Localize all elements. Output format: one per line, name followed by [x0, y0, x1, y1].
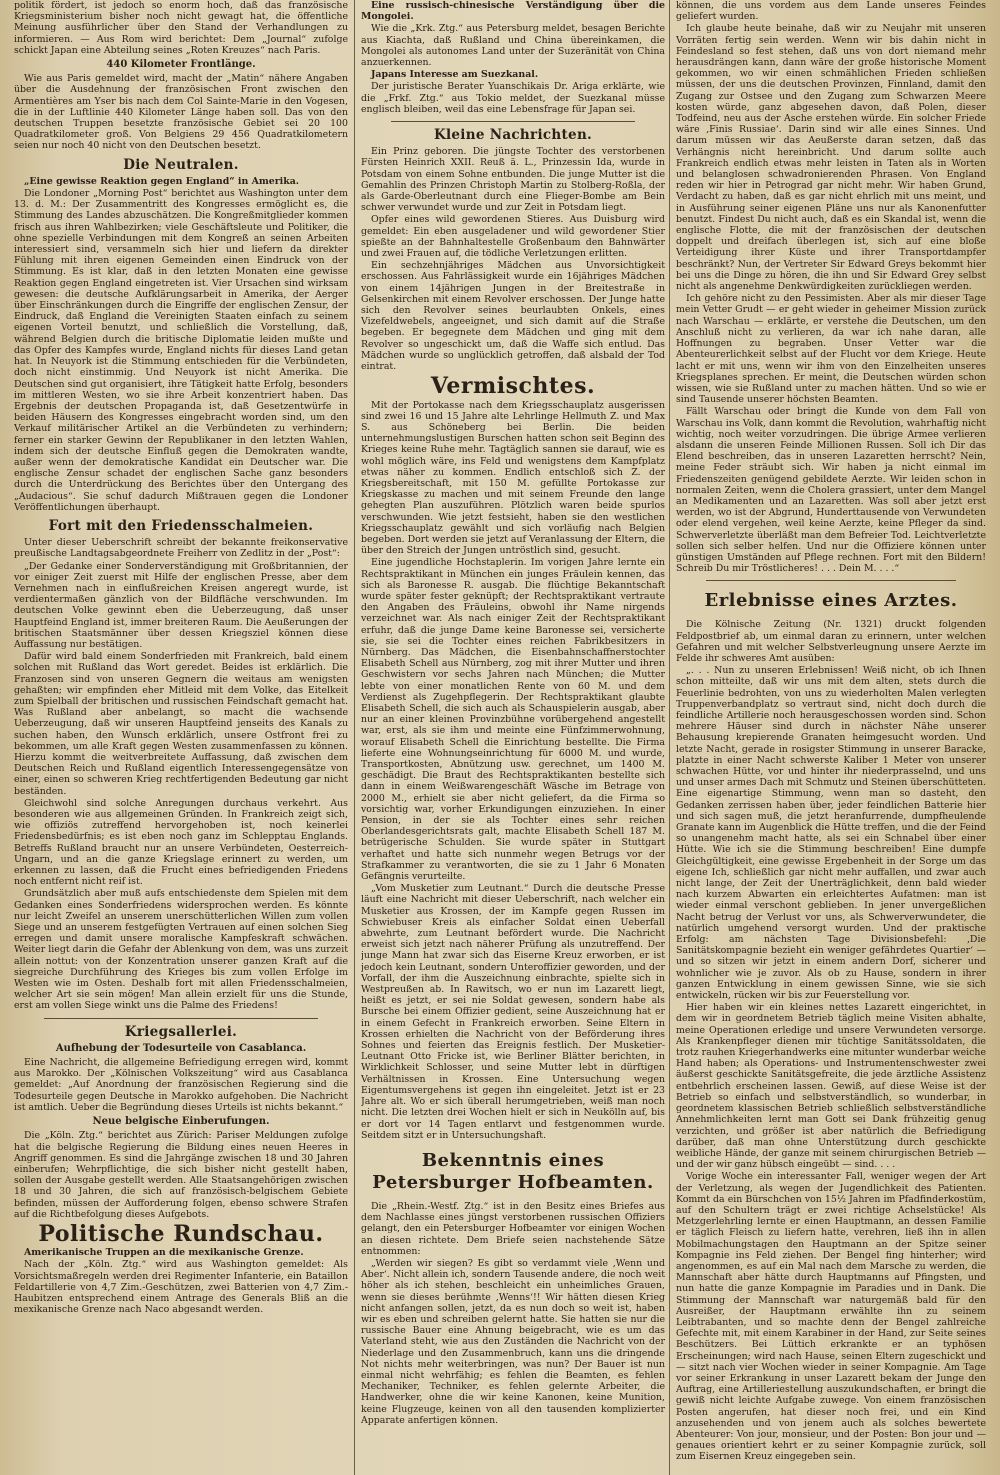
lead-amerikanische-truppen: Amerikanische Truppen an die mexikanische Grenze.	[24, 1247, 304, 1259]
column-rule-right	[669, 0, 670, 1475]
heading-die-neutralen: Die Neutralen.	[123, 156, 239, 173]
heading-kleine-nachrichten: Kleine Nachrichten.	[433, 127, 593, 144]
paragraph: Unter dieser Ueberschrift schreibt der bekannte freikonservative preußische Landtagsabgeordnete Freiherr von Zedlitz in der „Post“:	[14, 537, 348, 560]
paragraph: Opfer eines wild gewordenen Stieres. Aus Duisburg wird gemeldet: Ein eben ausgeladener und wild gewordener Stier spießte an der Bahnhaltestelle Großenbaum den Bahnwärter und zwei Frauen auf, die tödliche Verletzungen erlitten.	[361, 214, 665, 260]
lead-mongolei: Eine russisch-chinesische Verständigung über die Mongolei.	[361, 0, 665, 23]
paragraph: Die „Rhein.-Westf. Ztg.“ ist in den Besitz eines Briefes aus dem Nachlasse eines jüngst verstorbenen russischen Offiziers gelangt, den ein Petersburger Hofbeamter vor einigen Wochen an diesen richtete. Dem Briefe seien nachstehende Sätze entnommen:	[361, 1200, 665, 1257]
lead-suezkanal: Japans Interesse am Suezkanal.	[371, 69, 539, 81]
heading-fort-mit-friedensschalmeien: Fort mit den Friedensschalmeien.	[48, 517, 314, 534]
paragraph: Mit der Portokasse nach dem Kriegsschauplatz ausgerissen sind zwei 16 und 15 Jahre alte Lehrlinge Hellmuth Z. und Max S. aus Schöneberg bei Berlin. Die beiden unternehmungslustigen Burschen hatten schon seit Beginn des Krieges keine Ruhe mehr. Tagtäglich sannen sie darauf, wie es wohl möglich wäre, ins Feld und wenigstens dem Kampfplatz etwas näher zu kommen. Endlich entschloß sich Z. der Kriegsbereitschaft, mit 150 M. gefüllte Portokasse zur Kriegskasse zu machen und mit seinem Freunde den lange gehegten Plan auszuführen. Plötzlich waren beide spurlos verschwunden. Wie jetzt festsieht, haben sie den westlichen Kriegsschauplatz gewählt und sich vorläufig nach Belgien begeben. Dort werden sie jetzt auf Veranlassung der Eltern, die über den Streich der Jungen untröstlich sind, gesucht.	[361, 399, 665, 557]
separator	[706, 580, 956, 581]
paragraph: Wie aus Paris gemeldet wird, macht der „Matin“ nähere Angaben über die Ausdehnung der französischen Front zwischen den Armentières am Yser bis nach dem Col Sainte-Marie in den Vogesen, die in der Luftlinie 440 Kilometer Länge haben soll. Das von den deutschen Truppen besetzte französische Gebiet sei 20 100 Quadratkilometer groß. Von Belgiens 29 456 Quadratkilometern seien nur noch 40 nicht von den Deutschen besetzt.	[14, 73, 348, 152]
column-left	[14, 0, 348, 1475]
paragraph: Gleichwohl sind solche Anregungen durchaus verkehrt. Aus besonderen wie aus allgemeinen Gründen. In Frankreich zeigt sich, wie offiziös zutreffend hervorgehoben ist, noch keinerlei Friedensbedürfnis; es ist eben noch ganz im Schlepptau Englands. Betreffs Rußland braucht nur an unsere Verbündeten, Oesterreich-Ungarn, und an die ganze Kriegslage erinnert zu werden, um erkennen zu lassen, daß die Frucht eines befriedigenden Friedens noch entfernt nicht reif ist.	[14, 797, 348, 888]
paragraph: Vorige Woche ein interessanter Fall, weniger wegen der Art der Verletzung, als wegen der Jugendlichkeit des Patienten. Kommt da ein Bürschchen von 15½ Jahren im Pfadfinderkostüm, auf den Schultern trägt er zwei richtige Achselstücke! Als Metzgerlehrling lernte er einen Hauptmann, an dessen Familie er täglich Fleisch zu liefern hatte, verehren, ließ ihn in allen Mobilmachungstagen den Hauptmann an der Spitze seiner Kompagnie ins Feld ziehen. Der Bengel fing hinterher; wird angenommen, es auf ein Mal nach dem Marsche zu werden, die Mannschaft aber hätte durch Hauptmanns auf Pfingsten, und nun hatte die ganze Kompagnie im Paradies und in Dank. Die Stimmung der Mannschaft war naturgemäß bald für den Ausreißer, der Hauptmann erwählte ihn zu seinem Leibtrabanten, und so machte denn der Bengel zahlreiche Gefechte mit, mit einem Karabiner in der Hand, zur Seite seines Beschützers. Bei Lüttich erkrankte er an typhösen Erscheinungen; wird nach Hause, seinen Eltern zugeschickt und — sitzt nach vier Wochen wieder in seiner Kompagnie. Am Tage vor seiner Erkrankung in unser Lazarett bekam der Junge den Auftrag, eine Artilleriestellung auszukundschaften, er bringt die gewiß nicht leichte Aufgabe zuwege. Von einem französischen Posten angerufen, hat dieser noch frei, und ein Kind anzusehenden und von jenem auch als solches bewertete Abenteurer: Von jour, monsieur, und der Posten: Bon jour und — genaues orientiert kehrt er zu seiner Kompagnie zurück, soll zum Eisernen Kreuz eingegeben sein.	[676, 1171, 986, 1463]
paragraph: Der juristische Berater Yuanschikais Dr. Ariga erklärte, wie die „Frkf. Ztg.“ aus Tokio meldet, der Suezkanal müsse englisch bleiben, weil das eine Lebensfrage für Japan sei.	[361, 81, 665, 115]
subheading-frontlaenge: 440 Kilometer Frontlänge.	[106, 59, 256, 71]
paragraph: Die Londoner „Morning Post“ berichtet aus Washington unter dem 13. d. M.: Der Zusammentritt des Kongresses ermöglicht es, die Stimmung des Landes abzuschätzen. Die Kongreßmitglieder kommen frisch aus ihren Wahlbezirken; viele Geschäftsleute und Politiker, die ohne spezielle Verbindungen mit dem Kongreß an seinen Arbeiten interessiert sind, versammeln sich hier und liefern da direkter Fühlung mit ihren eigenen Gemeinden einen Eindruck von der Stimmung. Es ist klar, daß in den letzten Monaten eine gewisse Reaktion gegen England eingetreten ist. Vier Ursachen sind wirksam gewesen: die deutsche Aufklärungsarbeit in Amerika, der Aerger über Einschränkungen durch die Eingriffe der englischen Zensur, der Eindruck, daß England die Vereinigten Staaten einfach zu seinem eigenen Vorteil benutzt, und schließlich die Vorstellung, daß, während Belgien durch die britische Diplomatie leiden mußte und das Opfer des Kampfes wurde, England nichts für dieses Land getan hat. In Neuyork ist die Stimmung entschieden für die Verbündeten, doch nicht einstimmig. Und Neuyork ist nicht Amerika. Die Deutschen sind gut organisiert, ihre Tätigkeit hatte Erfolg, besonders im mittleren Westen, wo sie ihre Arbeit konzentriert haben. Das Ergebnis der deutschen Propaganda ist, daß Gesetzentwürfe in beiden Häusern des Kongresses eingebracht worden sind, um den Verkauf militärischer Artikel an die Verbündeten zu verhindern; ferner ein starker Gewinn der Republikaner in den letzten Wahlen, indem sich der deutsche Einfluß gegen die Demokraten wandte, außer wenn der demokratische Kandidat ein Deutscher war. Die englische Zensur schadet der englischen Sache ganz besonders durch die Unterdrückung des Berichtes über den Untergang des „Audacious“. Sie schuf dadurch Mißtrauen gegen die Londoner Veröffentlichungen überhaupt.	[14, 188, 348, 513]
paragraph: können, die uns vordem aus dem Lande unseres Feindes geliefert wurden.	[676, 0, 986, 23]
paragraph: politik fördert, ist jedoch so enorm hoch, daß das französische Kriegsministerium bisher noch nicht gewagt hat, die öffentliche Meinung ausführlicher über den Stand der Verhandlungen zu informieren. — Aus Rom wird berichtet: Dem „Journal“ zufolge schickt Japan eine Abteilung seines „Roten Kreuzes“ nach Paris.	[14, 0, 348, 56]
paragraph: Dafür wird bald einem Sonderfrieden mit Frankreich, bald einem solchen mit Rußland das Wort geredet. Beides ist erklärlich. Die Franzosen sind von unseren Gegnern die weitaus am wenigsten gehaßten; wir empfinden eher Mitleid mit dem Volke, das Eitelkeit zum Spielball der britischen und russischen Feindschaft gemacht hat. Was Rußland aber anbelangt, so macht die wachsende Ueberzeugung, daß wir unseren Hauptfeind jenseits des Kanals zu suchen haben, den Wunsch erklärlich, unsere Ostfront frei zu bekommen, um alle Kraft gegen Westen zusammenfassen zu können. Hierzu kommt die weitverbreitete Auffassung, daß zwischen dem Deutschen Reich und Rußland eigentlich Interessengegensätze von einer, einen so schweren Krieg rechtfertigenden Bedeutung gar nicht beständen.	[14, 651, 348, 797]
subheading-belgische-einberufungen: Neue belgische Einberufungen.	[92, 1116, 270, 1128]
separator	[391, 121, 635, 122]
paragraph: Ich gehöre nicht zu den Pessimisten. Aber als mir dieser Tage mein Vetter Grudt — er geht wieder in geheimer Mission zurück nach Warschau — erklärte, er verstehe die Deutschen, um den Anschluß nicht zu verlieren, da war ich nahe daran, alle Hoffnungen zu begraben. Unser Vetter war die Abenteurerlichkeit selbst auf der Flucht vor dem Kriege. Heute lacht er mit uns, wenn wir ihm von den Einzelheiten unseres Kriegsplanes sprechen. Er meint, die Deutschen würden schon wissen, wie sie Rußland unter zu machen hätten. Und so wie er sind Tausende unserer höchsten Beamten.	[676, 293, 986, 406]
paragraph: „Werden wir siegen? Es gibt so verdammt viele ‚Wenn und Aber‘. Nicht allein ich, sondern Tausende andere, die noch weit höher als ich stehen, beschleicht ein unheimliches Grauen, wenn sie dieses berühmte ‚Wenns‘!! Wir hätten diesen Krieg nicht anfangen sollen, jetzt, da es nun doch so weit ist, haben wir es eben und schreiben gelernt hatte. Sie hatten sie nur die russische Bauer eine Ahnung beigebracht, wie es um das Vaterland steht, wie aus den Zuständen die Nachricht von der Niederlage und den Zusammenbruch, kann uns die dringende Not nichts mehr weiterbringen, was nun? Der Bauer ist nun einmal nicht wehrfähig; es fehlen die Beamten, es fehlen Mechaniker, Techniker, es fehlen gelernte Arbeiter, die Handwerker, ohne die wir keine Kanonen, keine Munition, keine Flugzeuge, keinen von all den tausenden komplizierter Apparate anfertigen können.	[361, 1257, 665, 1426]
paragraph: Ein Prinz geboren. Die jüngste Tochter des verstorbenen Fürsten Heinrich XXII. Reuß ä. L., Prinzessin Ida, wurde in Potsdam von einem Sohne entbunden. Die junge Mutter ist die Gemahlin des Prinzen Christoph Martin zu Stolberg-Roßla, der als Garde-Oberleutnant durch eine Flieger-Bombe am Bein schwer verwundet wurde und zur Zeit in Potsdam liegt.	[361, 146, 665, 214]
paragraph: Eine Nachricht, die allgemeine Befriedigung erregen wird, kommt aus Marokko. Der „Kölnischen Volkszeitung“ wird aus Casablanca gemeldet: „Auf Anordnung der französischen Regierung sind die Todesurteile gegen Deutsche in Marokko aufgehoben. Die Nachricht ist amtlich. Ueber die Begründung dieses Urteils ist nichts bekannt.“	[14, 1057, 348, 1113]
paragraph: „Der Gedanke einer Sonderverständigung mit Großbritannien, der vor einiger Zeit zuerst mit Hilfe der englischen Presse, aber dem Vernehmen nach in einflußreichen Kreisen angeregt wurde, ist verdientermaßen gänzlich von der Bildfläche verschwunden. Im deutschen Volke gewinnt eben die Ueberzeugung, daß unser Hauptfeind England ist, immer breiteren Raum. Die Aeußerungen der britischen Staatsmänner über dessen Kriegsziel können diese Auffassung nur bestätigen.	[14, 560, 348, 650]
paragraph: Eine jugendliche Hochstaplerin. Im vorigen Jahre lernte ein Rechtspraktikant in München ein junges Fräulein kennen, das sich als Baronesse R. ausgab. Die flüchtige Bekanntschaft wurde später fester geknüpft; der Rechtspraktikant vertraute den Angaben des Fräuleins, obwohl ihr Name nirgends verzeichnet war. Als nach einiger Zeit der Rechtspraktikant erfuhr, daß die junge Dame keine Baronesse sei, versicherte sie, sie sei die Tochter eines reichen Fabrikbesitzers in Nürnberg. Das Mädchen, die Eisenbahnschaffnerstochter Elisabeth Schell aus Nürnberg, zog mit ihrer Mutter und ihren Geschwistern vor sechs Jahren nach München; die Mutter lebte von einer monatlichen Rente von 60 M. und dem Verdienst als Zugehpflegerin. Der Rechtspraktikant glaubte Elisabeth Schell, die sich auch als Schauspielerin ausgab, aber nur an einer kleinen Provinzbühne vorübergehend angestellt war, erst, als sie ihm und meinte eine Fünfzimmerwohnung, worauf Elisabeth Schell die Einrichtung bestellte. Die Firma lieferte eine Wohnungseinrichtung für 6000 M. und wurde, Transportkosten, Abnützung usw. gerechnet, um 1400 M. geschädigt. Die Braut des Rechtspraktikanten bestellte sich dann in einem Weißwarengeschäft Wäsche im Betrage von 2000 M., erhielt sie aber nicht geliefert, da die Firma so vorsichtig war, vorher Erkundigungen einzuziehen. In einer Pension, in der sie als Tochter eines sehr reichen Oberlandesgerichtsrats galt, machte Elisabeth Schell 187 M. betrügerische Schulden. Sie wurde später in Stuttgart verhaftet und hatte sich nunmehr wegen Betrugs vor der Strafkammer zu verantworten, die sie zu 1 Jahr 6 Monaten Gefängnis verurteilte.	[361, 557, 665, 883]
heading-bekenntnis-hofbeamten: Bekenntnis eines Petersburger Hofbeamten.	[372, 1149, 654, 1193]
paragraph: Wie die „Krk. Ztg.“ aus Petersburg meldet, besagen Berichte aus Kiachta, daß Rußland und China übereinkamen, die Mongolei als autonomes Land unter der Suzeränität von China anzuerkennen.	[361, 23, 665, 69]
separator	[44, 1018, 318, 1019]
heading-erlebnisse-arztes: Erlebnisse eines Arztes.	[704, 590, 958, 612]
heading-kriegsallerlei: Kriegsallerlei.	[124, 1023, 238, 1040]
lead-reaktion-england: „Eine gewisse Reaktion gegen England“ in Amerika.	[24, 175, 300, 187]
paragraph: Grundsätzlich aber muß aufs entschiedenste dem Spielen mit dem Gedanken eines Sonderfriedens widersprochen werden. Es könnte nur leicht Zweifel an unserem unerschütterlichen Willen zum vollen Siege und an unserem festgefügten Vertrauen auf einen solchen Sieg erregen und damit unsere moralische Kampfeskraft schwächen. Weiter liegt darin die Gefahr der Ablenkung von dem, was uns zurzeit allein nottut: von der Konzentration unserer ganzen Kraft auf die siegreiche Durchführung des Krieges bis zum vollen Erfolge im Westen wie im Osten. Deshalb fort mit allen Friedensschalmeien, welcher Art sie sein mögen! Man allein erzielt für uns die Stunde, erst am vollen Siege winkt uns die Palme des Friedens!	[14, 888, 348, 1012]
paragraph: „Vom Musketier zum Leutnant.“ Durch die deutsche Presse läuft eine Nachricht mit dieser Ueberschrift, nach welcher ein Musketier aus Krossen, der im Kampfe gegen Russen im Schwiebuser Kreis als einfacher Soldat einen Ueberfall abwehrte, zum Leutnant befördert wurde. Die Nachricht erweist sich jetzt nach näherer Prüfung als unzutreffend. Der junge Mann hat zwar sich das Eiserne Kreuz erworben, er ist jedoch kein Leutnant, sondern Unteroffizier geworden, und der Vorfall, der ihm die Auszeichnung einbrachte, spielte sich in Westpreußen ab. In Rawitsch, wo er nun im Lazarett liegt, heißt es jetzt, er sei nie Soldat gewesen, sondern habe als Bursche bei einem Offizier gedient, seine Auszeichnung hat er in einem Gefecht in Frankreich erworben. Seine Eltern in Krossen erhielten die Nachricht von der Beförderung ihres Sohnes und feierten das Ereignis festlich. Der Musketier-Leutnant Otto Fricke ist, wie Berliner Blätter berichten, in Wirklichkeit Schlosser, und seine Mutter lebt in dürftigen Verhältnissen in Krossen. Eine Untersuchung wegen Eigentumsvergehens ist gegen ihn eingeleitet. Jetzt ist er 23 Jahre alt. Wo er sich überall herumgetrieben, weiß man noch nicht. Die letzten drei Wochen hielt er sich in Neukölln auf, bis er dort vor 14 Tagen entlarvt und festgenommen wurde. Seitdem sitzt er in Untersuchungshaft.	[361, 883, 665, 1141]
paragraph: Nach der „Köln. Ztg.“ wird aus Washington gemeldet: Als Vorsichtsmaßregeln werden drei Regimenter Infanterie, ein Bataillon Feldartillerie von 4,7 Zim.-Geschützen, zwei Batterien von 4,7 Zim.-Haubitzen entsprechend einem Antrage des Generals Bliß an die mexikanische Grenze nach Naco abgesandt werden.	[14, 1259, 348, 1316]
paragraph: Fällt Warschau oder bringt die Kunde von dem Fall von Warschau ins Volk, dann kommt die Revolution, wahrhaftig nicht wichtig, noch weiter vorzudringen. Die übrige Armee verlieren alsdann die unseren Feinde Millionen Russen. Soll ich Dir das Elend beschreiben, das in unseren Lazaretten herrscht? Nein, meine Feder sträubt sich. Wir haben ja nicht einmal im Friedenszeiten genügend gebildete Aerzte. Wir leiden schon in normalen Zeiten, wenn die Cholera grassiert, unter dem Mangel an Medikamenten und an Lazaretten. Was soll aber jetzt erst werden, wo ist der Abgrund, Hunderttausende von Verwundeten oder elend vergehen, weil keine Aerzte, keine Pfleger da sind. Schwerverletzte überläßt man dem Befreier Tod. Leichtverletzte sollen sich selber helfen. Und nur die Offiziere können unter günstigen Umständen auf Pflege rechnen. Fort mit den Bildern! Schreib Du mir Tröstlicheres! . . . Dein M. . . .“	[676, 406, 986, 575]
subheading-casablanca: Aufhebung der Todesurteile von Casablanca.	[55, 1042, 307, 1054]
paragraph: Die Kölnische Zeitung (Nr. 1321) druckt folgenden Feldpostbrief ab, um einmal daran zu erinnern, unter welchen Gefahren und mit welcher Selbstverleugnung unsere Aerzte im Felde ihr schweres Amt ausüben:	[676, 619, 986, 664]
heading-vermischtes: Vermischtes.	[430, 373, 596, 400]
paragraph: Ein sechzehnjähriges Mädchen aus Unvorsichtigkeit erschossen. Aus Fahrlässigkeit wurde ein 16jähriges Mädchen von einem 14jährigen Jungen in der Breitestraße in Gelsenkirchen mit einem Revolver erschossen. Der Junge hatte sich den Revolver seines beurlaubten Onkels, eines Vizefeldwebels, angeeignet, und sich damit auf die Straße begeben. Er begegnete dem Mädchen und ging mit dem Revolver so ungeschickt um, daß die Waffe sich entlud. Das Mädchen wurde so unglücklich getroffen, daß alsbald der Tod eintrat.	[361, 260, 665, 373]
column-rule-left	[354, 0, 355, 1475]
column-right	[676, 0, 986, 1475]
heading-politische-rundschau: Politische Rundschau.	[38, 1220, 324, 1247]
paragraph: Die „Köln. Ztg.“ berichtet aus Zürich: Pariser Meldungen zufolge hat die belgische Regierung die Bildung eines neuen Heeres in Angriff genommen. Es sind die Jahrgänge zwischen 18 und 30 Jahren einberufen; Wehrpflichtige, die sich bisher nicht gestellt haben, sollen der Ausgabe gestellt werden. Alle Staatsangehörigen zwischen 18 und 30 Jahren, die sich auf französisch-belgischem Gebiete befinden, müssen der Aufforderung folgen, ebenso schwere Strafen auf die Richtbefolgung dieses Aufgebots.	[14, 1130, 348, 1220]
paragraph: Hier haben wir ein kleines nettes Lazarett eingerichtet, in dem wir in geordnetem Betrieb täglich meine Visiten abhalte, meine Operationen erledige und unsere Verwundeten versorge. Als Krankenpfleger dienen mir tüchtige Sanitätssoldaten, die trotz rauhen Kriegerhandwerks eine mitunter wunderbar weiche Hand haben; als Operations- und Instrumentenschwester zwei äußerst geschickte Sanitätsgefreite, die jede ärztliche Assistenz entbehrlich erscheinen lassen. Gewiß, auf diese Weise ist der Betrieb so einfach und selbstverständlich, so wunderbar, in geordnetem klassischen Betrieb schließlich selbstverständliche Annehmlichkeiten lernt man Gott sei Dank frühzeitig genug verzichten, und größer ist aber natürlich die Befriedigung darüber, daß man ohne Unterstützung durch geschickte weibliche Hände, der ganze mit seinem chirurgischen Betrieb — und der wir ganz hübsch eingeübt — sind. . . .	[676, 1002, 986, 1171]
column-middle	[361, 0, 665, 1475]
paragraph: „. . . Nun zu unseren Erlebnissen! Weiß nicht, ob ich Ihnen schon mitteilte, daß wir uns mit dem alten, stets durch die Feuerlinie bedrohten, von uns zu wiederholten Malen verlegten Truppenverbandplatz so vertraut sind, nicht doch durch die feindliche Artillerie noch herausgeschossen worden sind. Schon mehrere Häuser sind durch in nächster Nähe unserer Behausung krepierende Granaten heimgesucht worden. Und letzte Nacht, gerade in rosigster Stimmung in unserer Baracke, platzte in einer Nacht schwerste Kaliber 1 Meter von unserer schwachen Hütte, vor und hinter ihr niederprasselnd, und uns und unser armes Dach mit Schmutz und Steinen überschütteten. Eine eigenartige Stimmung, wenn man so dasteht, den Gedanken zerrissen haben über, jeder feindlichen Batterie hier und sich sagen muß, die jetzt heranfurrende, dumpfheulende Granate kann im Augenblick die Hütte treffen, und die der Feind so unangenehm macht hatte, als sei ein Schnabel über einer Hütte. Wie ich sie die Stimmung beschreiben! Eine dumpfe Gleichgültigkeit, eine gewisse Ergebenheit in der Sorge um das eigene Ich, schließlich gar nicht mehr auffallen, und zwar auch nicht lange, der Zeit der Unerträglichkeit, denn bald wieder nach kurzem Abwarten ein erleichtertes Aufatmen: man ist wieder einmal verschont geblieben. In jener unvergeßlichen Nacht betrug der Verlust vor uns, als Schwerverwundeter, die natürlich umgehend versorgt wurden. Und der praktische Erfolg: am nächsten Tage Divisionsbefehl: ‚Die Sanitätskompagnie bezieht ein weniger gefährdetes Quartier‘ — und so sitzen wir jetzt in einem andern Dorf, sicherer und wohnlicher wie je zuvor. Als ob zu Hause, sondern in ihrer ganzen Entwicklung in einem gewissen Sinne, wie sie sich entwickeln, rücken wir bis zur Feuerstellung vor.	[676, 665, 986, 1002]
paragraph: Ich glaube heute beinahe, daß wir zu Neujahr mit unseren Vorräten fertig sein werden. Wenn wir bis dahin nicht in Feindesland so fest stehen, daß uns von dort niemand mehr herausdrängen kann, dann wäre der große historische Moment gekommen, wo wir einen schmählichen Frieden schließen müssen, der uns die deutschen Provinzen, Finnland, damit den Zugang zur Ostsee und den Zugang zum Schwarzen Meere kosten würde, ganz abgesehen davon, daß Polen, dieser Todfeind, neu aus der Asche erstehen würde. Ein solcher Friede wäre ‚Finis Russiae‘. Darin sind wir alle eines Sinnes. Und darum müssen wir das Aeußerste daran setzen, daß das Verhängnis nicht hereinbricht. Und darum sollte auch Frankreich endlich etwas mehr leisten in Taten als in Worten und belanglosen schwadronierenden Phrasen. Von England reden wir hier in Petrograd gar nicht mehr. Wir haben Grund, Verdacht zu haben, daß es gar nicht ehrlich mit uns meint, und in Ausführung seiner eigenen Pläne uns nur als Kanonenfutter benutzt. Findest Du nicht auch, daß es ein Skandal ist, wenn die englische Flotte, die mit der französischen der deutschen doppelt und dreifach überlegen ist, sich auf eine bloße Verteidigung ihrer Küste und ihrer Transportdampfer beschränkt? Nun, der Vertreter Sir Edward Greys bekommt hier bei uns die Dinge zu hören, die ihn und Sir Edward Grey selbst nicht als angenehme Denkwürdigkeiten zurückliegen werden.	[676, 23, 986, 293]
